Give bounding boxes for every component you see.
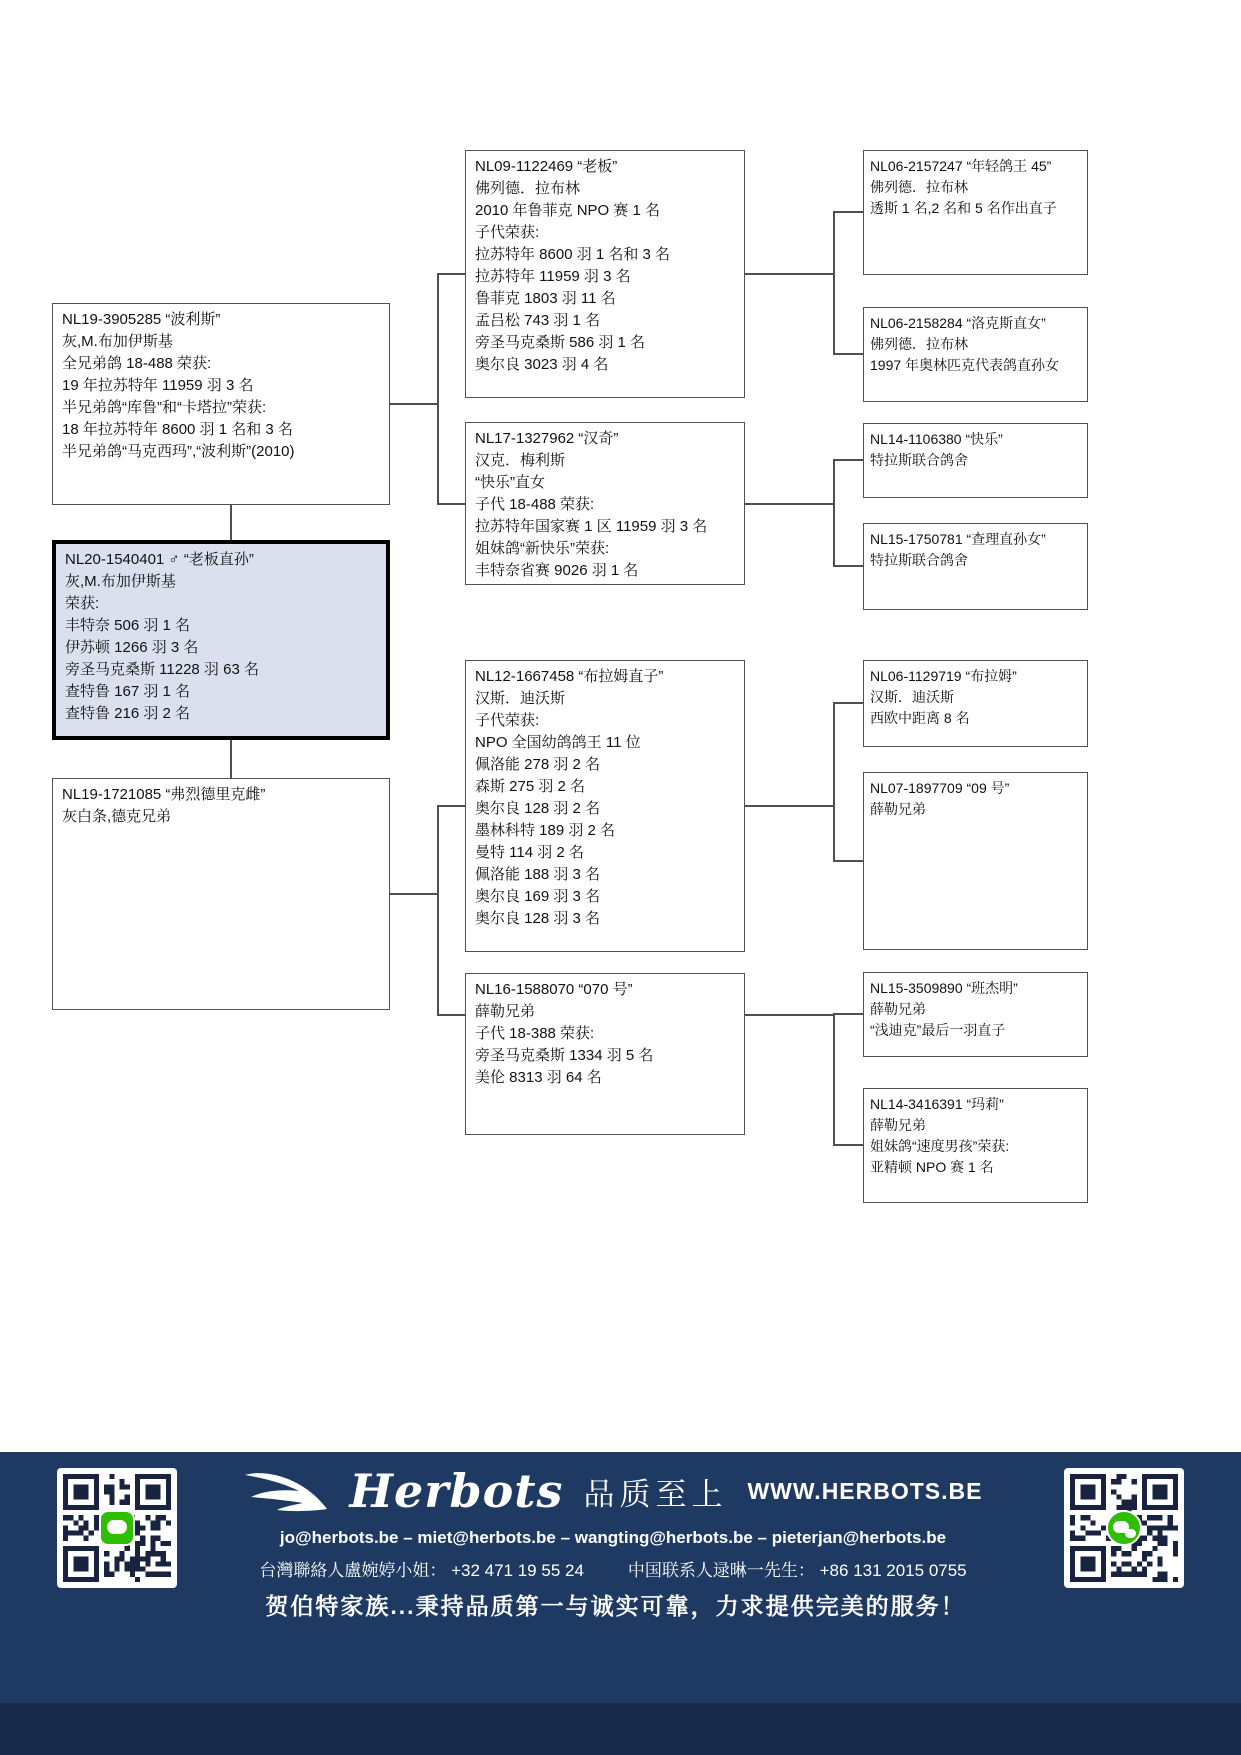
pedigree-box-ss-sire [863,150,1088,275]
line-app-icon [99,1510,135,1546]
connector-line [230,505,232,540]
connector-line [745,273,833,275]
pedigree-text-line: NL09-1122469 “老板” [475,158,618,175]
pedigree-text-line: 查特鲁 216 羽 2 名 [65,705,191,722]
contact-china: 中国联系人逯晽一先生： +86 131 2015 0755 [627,1561,967,1580]
connector-line [833,353,863,355]
pedigree-box-sd-sire [863,423,1088,498]
connector-line [833,702,835,862]
pedigree-text-line: 子代 18-388 荣获: [475,1025,595,1042]
connector-line [745,805,833,807]
pedigree-box-dd-sire [863,972,1088,1057]
pedigree-box-ds-dam [863,772,1088,950]
pedigree-text-line: “快乐”直女 [475,474,545,491]
connector-line [833,1144,863,1146]
pedigree-box-dam-dam [465,973,745,1135]
pedigree-box-dam [52,778,390,1010]
pedigree-text-line: NL19-1721085 “弗烈德里克雌” [62,786,266,803]
pedigree-text-line: “浅迪克”最后一羽直子 [870,1022,1006,1038]
pedigree-text-line: NL14-1106380 “快乐” [870,431,1003,447]
connector-line [833,702,863,704]
pedigree-box-sd-dam [863,523,1088,610]
pedigree-box-dd-dam [863,1088,1088,1203]
pedigree-text-line: 透斯 1 名,2 名和 5 名作出直子 [870,200,1057,216]
connector-line [230,740,232,778]
pedigree-text-line: 查特鲁 167 羽 1 名 [65,683,191,700]
pedigree-text-line: 子代荣获: [475,224,540,241]
pedigree-text-line: 丰特奈省赛 9026 羽 1 名 [475,562,639,579]
pedigree-box-sire-dam [465,422,745,585]
pedigree-text-line: 美伦 8313 羽 64 名 [475,1069,602,1086]
connector-line [833,211,835,355]
pedigree-text-line: 墨林科特 189 羽 2 名 [475,822,616,839]
footer-tagline: 贺伯特家族...秉持品质第一与诚实可靠，力求提供完美的服务！ [265,1593,966,1619]
pedigree-text-line: 2010 年鲁菲克 NPO 赛 1 名 [475,202,661,219]
pedigree-box-ds-sire [863,660,1088,747]
connector-line [833,1013,835,1146]
connector-line [745,1014,833,1016]
contact-taiwan: 台灣聯絡人盧婉婷小姐： +32 471 19 55 24 [259,1561,584,1580]
qr-code-wechat[interactable] [1064,1468,1184,1588]
pedigree-text-line: 薛勒兄弟 [870,801,926,817]
pedigree-text-line: 曼特 114 羽 2 名 [475,844,584,861]
pedigree-text-line: 拉苏特年 8600 羽 1 名和 3 名 [475,246,671,263]
pedigree-text-line: 特拉斯联合鸽舍 [870,452,968,468]
pedigree-text-line: 伊苏顿 1266 羽 3 名 [65,639,199,656]
pedigree-text-line: 灰,M.布加伊斯基 [65,573,176,590]
pedigree-text-line: 薛勒兄弟 [475,1003,536,1020]
contact-phones [185,1556,1041,1581]
pedigree-text-line: 半兄弟鸽“马克西玛”,“波利斯”(2010) [62,443,295,460]
pedigree-text-line: NL06-2157247 “年轻鸽王 45” [870,158,1052,174]
pedigree-text-line: 半兄弟鸽“库鲁”和“卡塔拉”荣获: [62,399,267,416]
brand-row [185,1460,1041,1522]
pedigree-box-dam-sire [465,660,745,952]
pedigree-text-line: 子代 18-488 荣获: [475,496,595,513]
pedigree-text-line: 荣获: [65,595,100,612]
connector-line [833,860,863,862]
pedigree-text-line: NL12-1667458 “布拉姆直子” [475,668,664,685]
connector-line [437,273,465,275]
pedigree-text-line: 旁圣马克桑斯 1334 羽 5 名 [475,1047,654,1064]
pedigree-text-line: 汉克．梅利斯 [475,452,566,469]
pedigree-text-line: NL15-3509890 “班杰明” [870,980,1018,996]
connector-line [390,403,437,405]
pedigree-text-line: 汉斯．迪沃斯 [475,690,566,707]
qr-code-line-app[interactable] [57,1468,177,1588]
pedigree-text-line: 拉苏特年 11959 羽 3 名 [475,268,631,285]
pedigree-box-subject [52,540,390,740]
connector-line [833,459,835,567]
pedigree-text-line: 孟吕松 743 羽 1 名 [475,312,601,329]
pedigree-text-line: 亚精顿 NPO 赛 1 名 [870,1159,994,1175]
wing-icon [243,1469,329,1513]
pedigree-text-line: 全兄弟鸽 18-488 荣获: [62,355,212,372]
pedigree-text-line: 丰特奈 506 羽 1 名 [65,617,191,634]
pedigree-text-line: 子代荣获: [475,712,540,729]
pedigree-box-ss-dam [863,307,1088,402]
pedigree-text-line: 灰,M.布加伊斯基 [62,333,173,350]
connector-line [833,1013,863,1015]
pedigree-text-line: 奥尔良 3023 羽 4 名 [475,356,609,373]
wechat-icon [1106,1510,1142,1546]
herbots-logo-text: Herbots [349,1464,564,1518]
pedigree-text-line: 奥尔良 128 羽 2 名 [475,800,601,817]
pedigree-text-line: 灰白条,德克兄弟 [62,808,172,825]
website-url[interactable]: WWW.HERBOTS.BE [747,1477,983,1504]
connector-line [833,211,863,213]
pedigree-text-line: 姐妹鸽“新快乐”荣获: [475,540,610,557]
pedigree-text-line: 薛勒兄弟 [870,1117,926,1133]
connector-line [390,893,437,895]
pedigree-text-line: NL07-1897709 “09 号” [870,780,1010,796]
pedigree-text-line: 鲁菲克 1803 羽 11 名 [475,290,616,307]
connector-line [833,459,863,461]
brand-slogan-cn: 品质至上 [583,1476,728,1512]
connector-line [437,273,439,505]
pedigree-text-line: 佛列德．拉布林 [870,336,968,352]
connector-line [745,503,833,505]
pedigree-text-line: 19 年拉苏特年 11959 羽 3 名 [62,377,254,394]
pedigree-text-line: 森斯 275 羽 2 名 [475,778,586,795]
pedigree-text-line: 佩洛能 278 羽 2 名 [475,756,601,773]
pedigree-text-line: 佩洛能 188 羽 3 名 [475,866,601,883]
pedigree-text-line: NL16-1588070 “070 号” [475,981,633,998]
pedigree-text-line: 西欧中距离 8 名 [870,710,970,726]
pedigree-text-line: 18 年拉苏特年 8600 羽 1 名和 3 名 [62,421,293,438]
footer-banner [0,1452,1241,1755]
pedigree-box-sire [52,303,390,505]
pedigree-text-line: 特拉斯联合鸽舍 [870,552,968,568]
connector-line [437,805,439,1016]
pedigree-text-line: 姐妹鸽“速度男孩”荣获: [870,1138,1010,1154]
pedigree-text-line: NL06-2158284 “洛克斯直女” [870,315,1046,331]
pedigree-text-line: 佛列德．拉布林 [475,180,581,197]
connector-line [437,1014,465,1016]
pedigree-text-line: NL15-1750781 “查理直孙女” [870,531,1046,547]
pedigree-text-line: 旁圣马克桑斯 11228 羽 63 名 [65,661,259,678]
pedigree-text-line: NL19-3905285 “波利斯” [62,311,221,328]
pedigree-text-line: NPO 全国幼鸽鸽王 11 位 [475,734,641,751]
pedigree-text-line: 佛列德．拉布林 [870,179,968,195]
connector-line [437,805,465,807]
pedigree-text-line: NL06-1129719 “布拉姆” [870,668,1017,684]
pedigree-text-line: 汉斯．迪沃斯 [870,689,954,705]
contact-emails[interactable]: jo@herbots.be – miet@herbots.be – wangting@herbots.be – pieterjan@herbots.be [279,1528,947,1547]
pedigree-box-sire-sire [465,150,745,398]
connector-line [437,503,465,505]
pedigree-text-line: 拉苏特年国家赛 1 区 11959 羽 3 名 [475,518,708,535]
pedigree-text-line: NL17-1327962 “汉奇” [475,430,619,447]
pedigree-text-line: NL14-3416391 “玛莉” [870,1096,1004,1112]
connector-line [833,565,863,567]
pedigree-text-line: NL20-1540401 ♂ “老板直孙” [65,551,254,568]
pedigree-text-line: 奥尔良 169 羽 3 名 [475,888,601,905]
pedigree-text-line: 薛勒兄弟 [870,1001,926,1017]
pedigree-text-line: 奥尔良 128 羽 3 名 [475,910,601,927]
pedigree-text-line: 1997 年奥林匹克代表鸽直孙女 [870,357,1060,373]
pedigree-text-line: 旁圣马克桑斯 586 羽 1 名 [475,334,646,351]
